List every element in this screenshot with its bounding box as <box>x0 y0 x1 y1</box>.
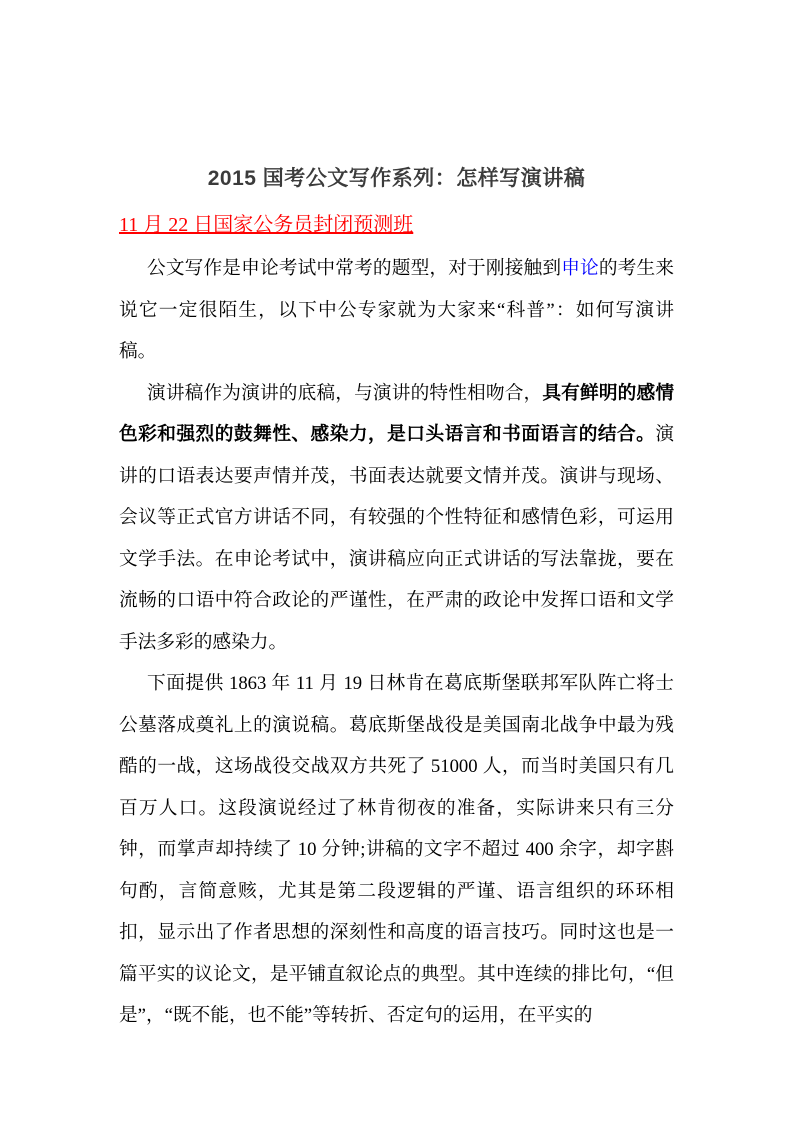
document-body <box>119 248 674 1037</box>
text-run: 下面提供 1863 年 11 月 19 日林肯在葛底斯堡联邦军队阵亡将士公墓落成奠礼上的演说稿。葛底斯堡战役是美国南北战争中最为残酷的一战，这场战役交战双方共死了 51000 人，而当时美国只有几百万人口。这段演说经过了林肯彻夜的准备，实际讲来只有三分钟，而掌声却持续了 10 分钟;讲稿的文字不超过 400 余字，却字斟句酌，言简意赅，尤其是第二段逻辑的严谨、语言组织的环环相扣，显示出了作者思想的深刻性和高度的语言技巧。同时这也是一篇平实的议论文，是平铺直叙论点的典型。其中连续的排比句，“但是”，“既不能，也不能”等转折、否定句的运用，在平实的 <box>119 673 674 1026</box>
paragraph <box>119 663 674 1037</box>
paragraph <box>119 373 674 664</box>
shenlun-inline-link[interactable]: 申论 <box>561 258 599 279</box>
course-registration-link[interactable]: 11 月 22 日国家公务员封闭预测班 <box>119 214 414 236</box>
text-run: 演讲稿作为演讲的底稿，与演讲的特性相吻合， <box>147 382 543 404</box>
text-run: 演讲的口语表达要声情并茂，书面表达就要文情并茂。演讲与现场、会议等正式官方讲话不同，有较强的个性特征和感情色彩，可运用文学手法。在申论考试中，演讲稿应向正式讲话的写法靠拢，要在流畅的口语中符合政论的严谨性，在严肃的政论中发挥口语和文学手法多彩的感染力。 <box>119 424 674 653</box>
text-run: 公文写作是申论考试中常考的题型，对于刚接触到 <box>147 258 562 279</box>
bold-text-run: 具有鲜明的感情色彩和强烈的鼓舞性、感染力，是口头语言和书面语言的结合。 <box>119 382 675 445</box>
course-link-line <box>119 210 674 240</box>
paragraph <box>119 248 674 373</box>
document-title: 2015 国考公文写作系列：怎样写演讲稿 <box>207 167 586 190</box>
text-run: 的考生来说它一定很陌生，以下中公专家就为大家来“科普”：如何写演讲稿。 <box>119 258 675 362</box>
